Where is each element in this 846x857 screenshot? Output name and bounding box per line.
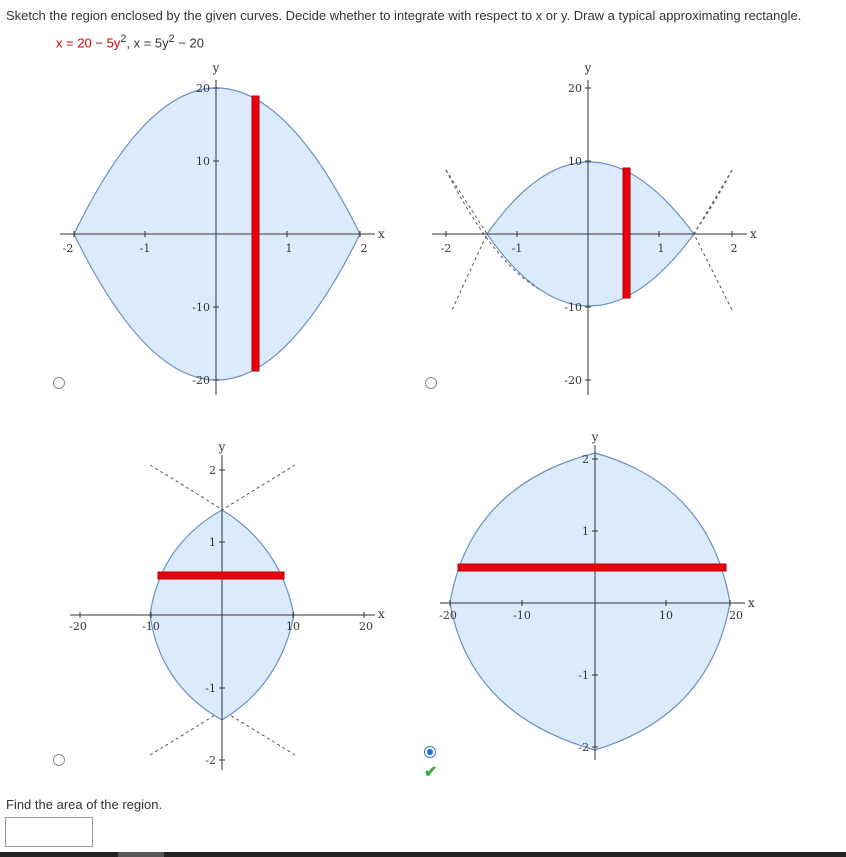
y-tick-a-2: 10	[196, 155, 210, 168]
y-tick-a-1: 20	[196, 82, 210, 95]
y-tick-c-3: -1	[205, 682, 216, 695]
x-tick-a-3: 1	[285, 242, 293, 255]
equation-text	[56, 33, 204, 50]
correct-check-icon: ✔	[424, 764, 438, 781]
y-axis-label-b: y	[584, 61, 592, 75]
instruction-text: Sketch the region enclosed by the given curves. Decide whether to integrate with respect to x or y. Draw a typical approximating rectangle.	[6, 8, 802, 23]
eq-part2: , x = 5y	[126, 35, 169, 51]
approx-rect-c	[158, 572, 284, 579]
y-tick-d-4: -2	[578, 741, 589, 754]
y-tick-d-1: 2	[582, 453, 589, 466]
option-d-graph	[430, 425, 760, 760]
x-tick-a-1: -2	[62, 242, 74, 255]
option-d-radio[interactable]	[424, 746, 436, 758]
option-b-radio[interactable]	[425, 377, 437, 389]
approx-rect-a	[252, 96, 259, 371]
x-tick-d-4: 20	[729, 609, 743, 622]
option-a-radio[interactable]	[53, 377, 65, 389]
eq-sup1: 2	[120, 33, 127, 45]
area-answer-input[interactable]	[5, 817, 93, 847]
x-tick-a-2: -1	[139, 242, 151, 255]
y-tick-a-3: -10	[192, 301, 210, 314]
eq-sup2: 2	[168, 33, 175, 45]
option-d-svg	[430, 425, 760, 755]
x-tick-b-1: -2	[440, 242, 452, 255]
x-tick-c-1: -20	[69, 620, 87, 633]
option-c-radio[interactable]	[53, 754, 65, 766]
option-a-svg	[60, 60, 390, 390]
region-d	[450, 453, 730, 750]
eq-part1: x = 20 − 5y	[56, 35, 121, 51]
y-tick-c-4: -2	[205, 754, 216, 767]
y-tick-d-2: 1	[582, 525, 589, 538]
y-axis-label-d: y	[591, 430, 599, 444]
y-tick-c-1: 2	[209, 464, 216, 477]
x-axis-label-b: x	[750, 227, 757, 241]
option-a-graph	[60, 60, 390, 395]
y-tick-b-4: -20	[564, 374, 582, 387]
x-tick-c-3: 10	[286, 620, 300, 633]
option-c-graph	[60, 435, 390, 770]
x-tick-b-4: 2	[730, 242, 738, 255]
x-axis-label-d: x	[748, 596, 755, 610]
y-axis-label-a: y	[212, 61, 220, 75]
y-tick-b-1: 20	[568, 82, 582, 95]
y-tick-d-3: -1	[578, 669, 589, 682]
x-tick-b-3: 1	[657, 242, 665, 255]
y-tick-c-2: 1	[209, 536, 216, 549]
x-tick-b-2: -1	[511, 242, 523, 255]
x-tick-d-3: 10	[659, 609, 673, 622]
x-tick-d-1: -20	[439, 609, 457, 622]
y-tick-a-4: -20	[192, 374, 210, 387]
x-tick-c-2: -10	[142, 620, 160, 633]
x-axis-label-c: x	[378, 607, 385, 621]
option-b-svg	[432, 60, 762, 390]
approx-rect-d	[458, 564, 726, 571]
eq-part3: − 20	[174, 35, 204, 51]
x-axis-label-a: x	[378, 227, 385, 241]
option-c-svg	[60, 435, 390, 765]
x-tick-a-4: 2	[360, 242, 368, 255]
scrollbar-thumb[interactable]	[118, 852, 164, 857]
area-question: Find the area of the region.	[6, 797, 163, 812]
option-b-graph	[432, 60, 762, 395]
x-tick-d-2: -10	[513, 609, 531, 622]
y-tick-b-3: -10	[564, 301, 582, 314]
x-tick-c-4: 20	[359, 620, 373, 633]
y-axis-label-c: y	[218, 440, 226, 454]
horizontal-scrollbar[interactable]	[0, 852, 846, 857]
y-tick-b-2: 10	[568, 155, 582, 168]
approx-rect-b	[623, 168, 630, 298]
